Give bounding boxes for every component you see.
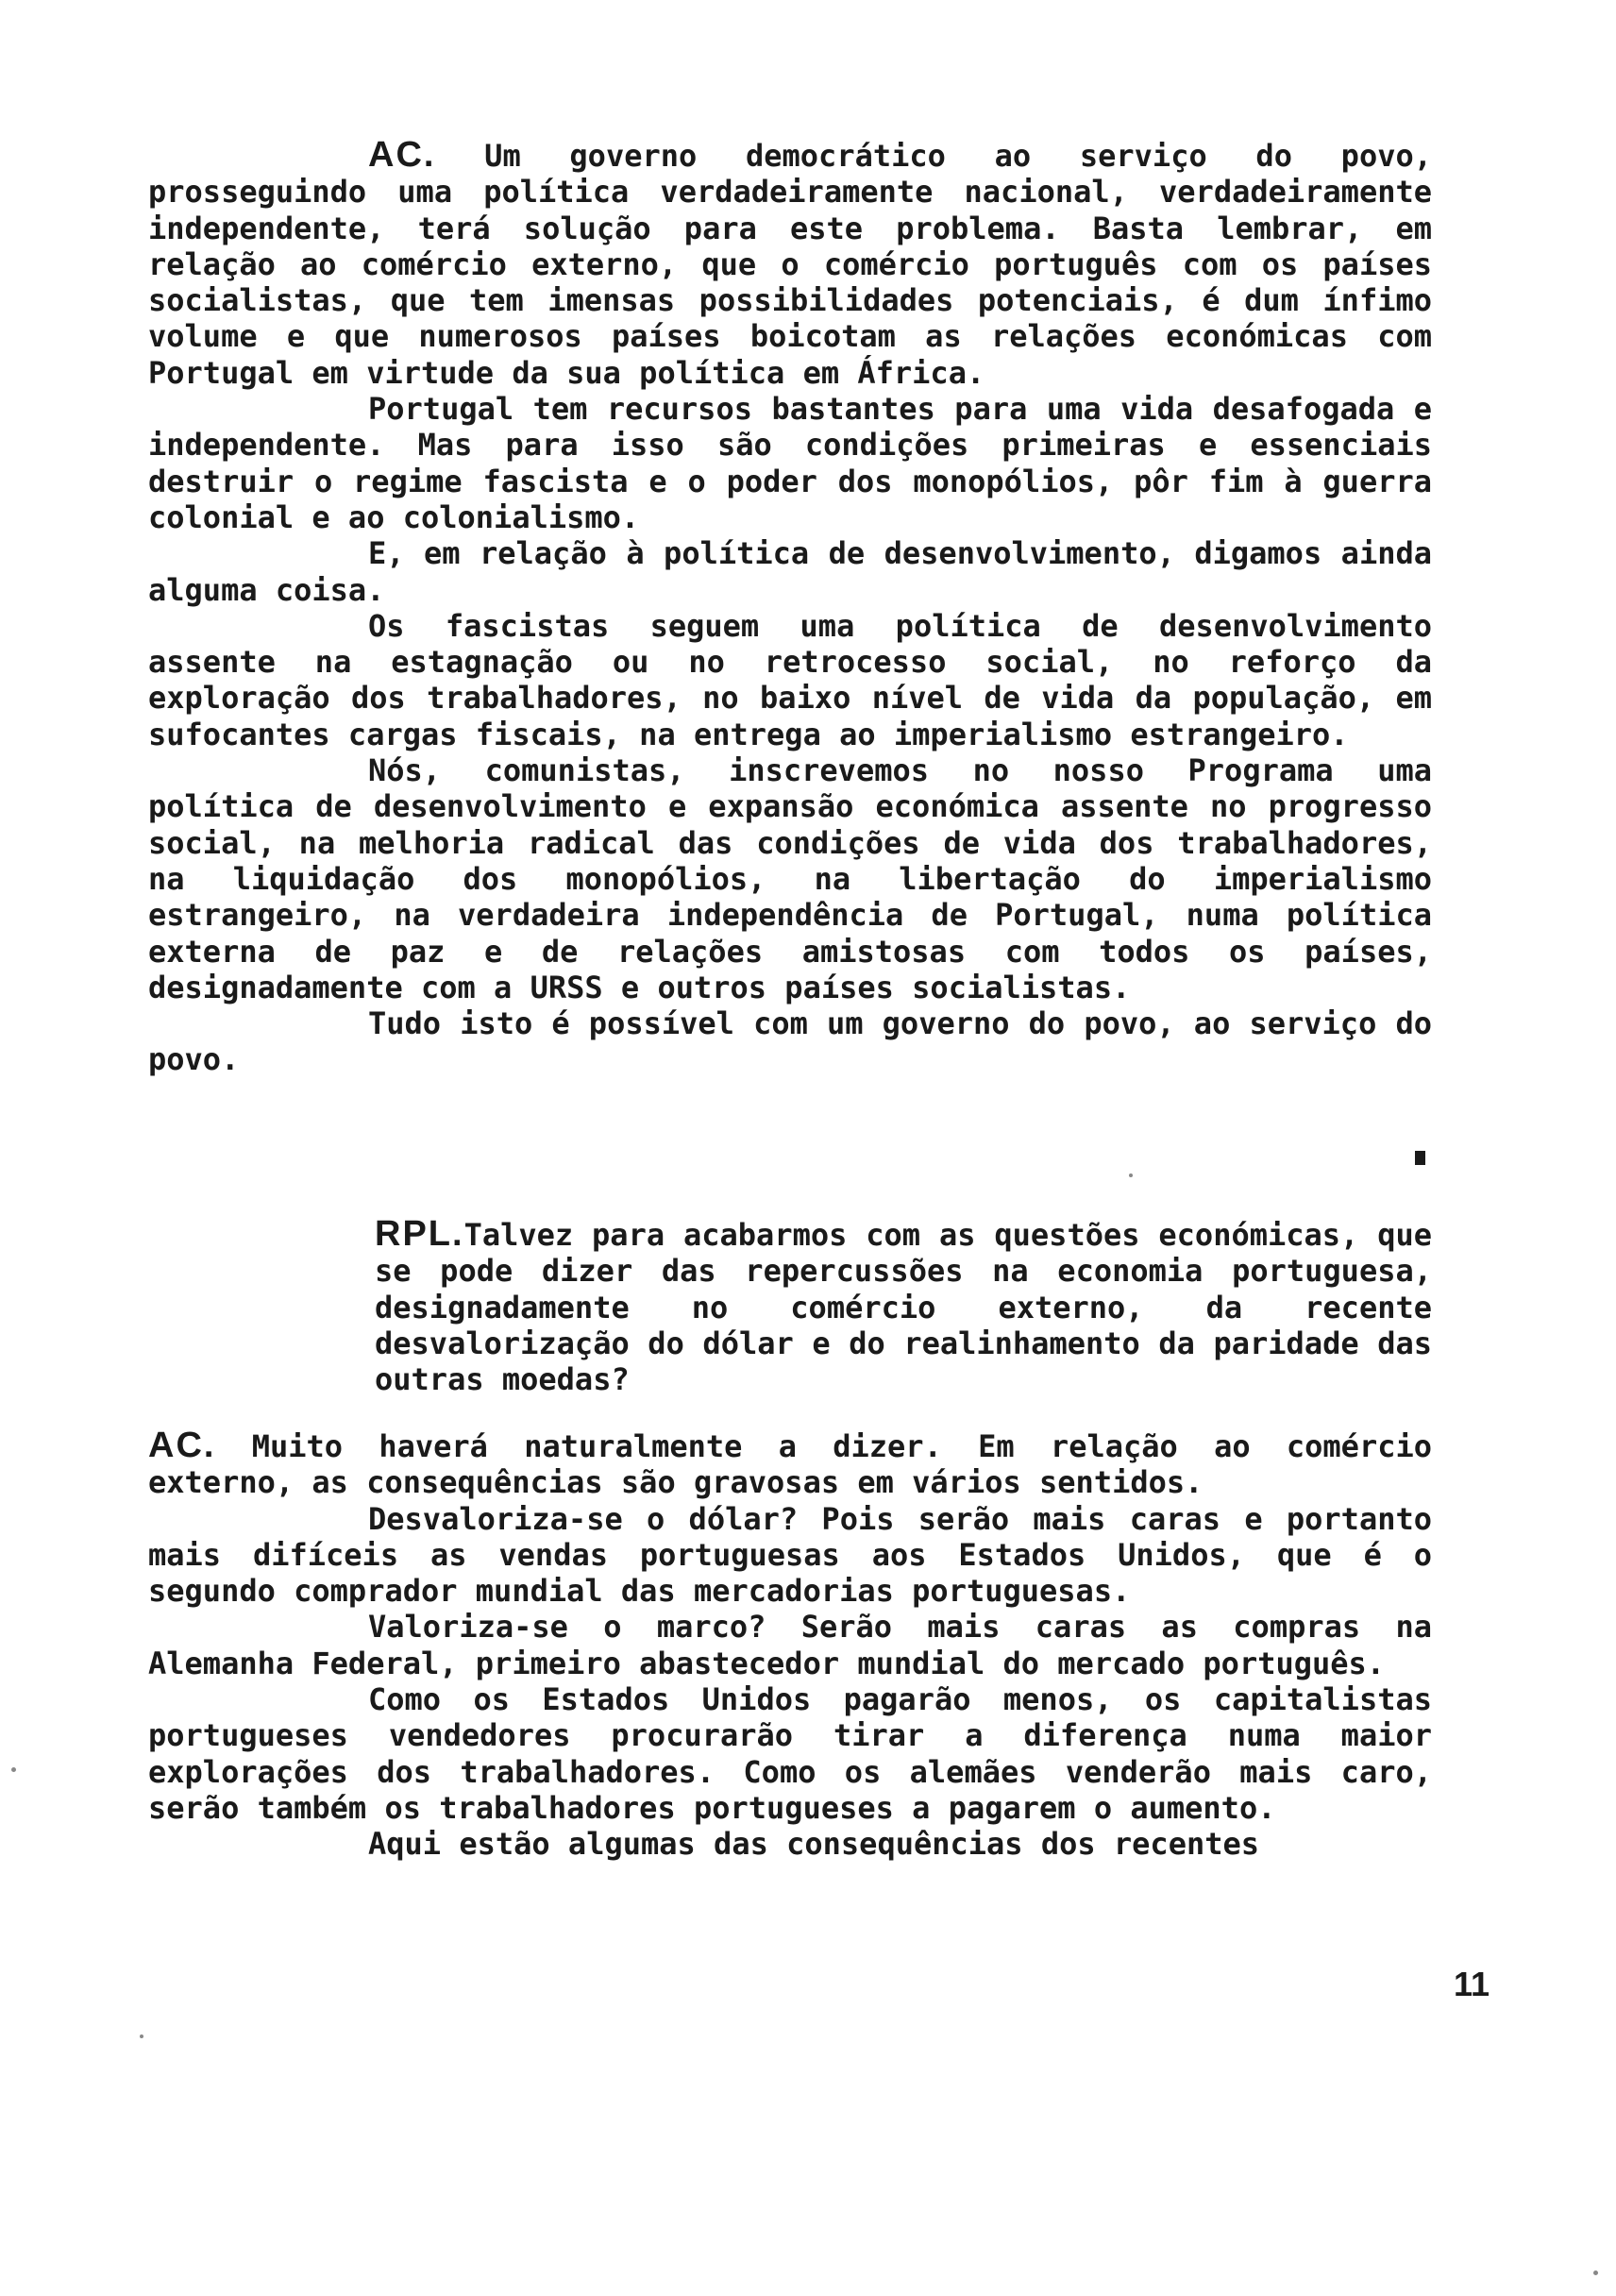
speaker-label: RPL. [375,1214,464,1254]
paragraph: Portugal tem recursos bastantes para uma vida desafogada e independente. Mas para isso são condições primeiras e essenciais destruir o regime fascista e o poder dos monopólios, pôr fim à guerra colonial e ao colonialismo. [148,391,1432,535]
speaker-label: AC. [368,135,436,175]
scan-speck [140,2034,143,2038]
paragraph [148,1427,1432,1501]
paragraph [148,137,1432,391]
paragraph-text: Talvez para acabarmos com as questões económicas, que se pode dizer das repercussões na economia portuguesa, designadamente no comércio externo, da recente desvalorização do dólar e do realinhamento da paridade das outras moedas? [375,1217,1432,1398]
paragraph: Aqui estão algumas das consequências dos recentes [368,1826,1260,1863]
answer-block-1 [148,137,1432,1078]
paragraph: E, em relação à política de desenvolvimento, digamos ainda alguma coisa. [148,535,1432,608]
end-of-answer-mark [1415,1151,1425,1165]
paragraph: Nós, comunistas, inscrevemos no nosso Programa uma política de desenvolvimento e expansão económica assente no progresso social, na melhoria radical das condições de vida dos trabalhadores, na liquidação dos monopólios, na libertação do imperialismo estrangeiro, na verdadeira independência de Portugal, numa política externa de paz e de relações amistosas com todos os países, designadamente com a URSS e outros países socialistas. [148,752,1432,1005]
paragraph-text: Muito haverá naturalmente a dizer. Em relação ao comércio externo, as consequências são gravosas em vários sentidos. [148,1428,1432,1501]
speaker-label: AC. [148,1426,216,1465]
page-number: 11 [1454,1965,1490,2003]
answer-block-2 [148,1427,1432,1863]
paragraph-text: Um governo democrático ao serviço do povo, prosseguindo uma política verdadeiramente nacional, verdadeiramente independente, terá solução para este problema. Basta lembrar, em relação ao comércio externo, que o comércio português com os países socialistas, que tem imensas possibilidades potenciais, é dum ínfimo volume e que numerosos países boicotam as relações económicas com Portugal em virtude da sua política em África. [148,138,1433,391]
paragraph: Tudo isto é possível com um governo do povo, ao serviço do povo. [148,1005,1432,1078]
paragraph: Como os Estados Unidos pagarão menos, os capitalistas portugueses vendedores procurarão tirar a diferença numa maior explorações dos trabalhadores. Como os alemães venderão mais caro, serão também os trabalhadores portugueses a pagarem o aumento. [148,1681,1432,1826]
paragraph: Os fascistas seguem uma política de desenvolvimento assente na estagnação ou no retrocesso social, no reforço da exploração dos trabalhadores, no baixo nível de vida da população, em sufocantes cargas fiscais, na entrega ao imperialismo estrangeiro. [148,607,1432,752]
scan-speck [11,1767,16,1772]
scan-speck [1593,2271,1598,2275]
paragraph: Desvaloriza-se o dólar? Pois serão mais caras e portanto mais difíceis as vendas portuguesas aos Estados Unidos, que é o segundo comprador mundial das mercadorias portuguesas. [148,1500,1432,1610]
paragraph [375,1216,1432,1397]
paragraph: Valoriza-se o marco? Serão mais caras as compras na Alemanha Federal, primeiro abastecedor mundial do mercado português. [148,1609,1432,1681]
question-block [375,1216,1432,1397]
scan-speck [1129,1173,1133,1177]
